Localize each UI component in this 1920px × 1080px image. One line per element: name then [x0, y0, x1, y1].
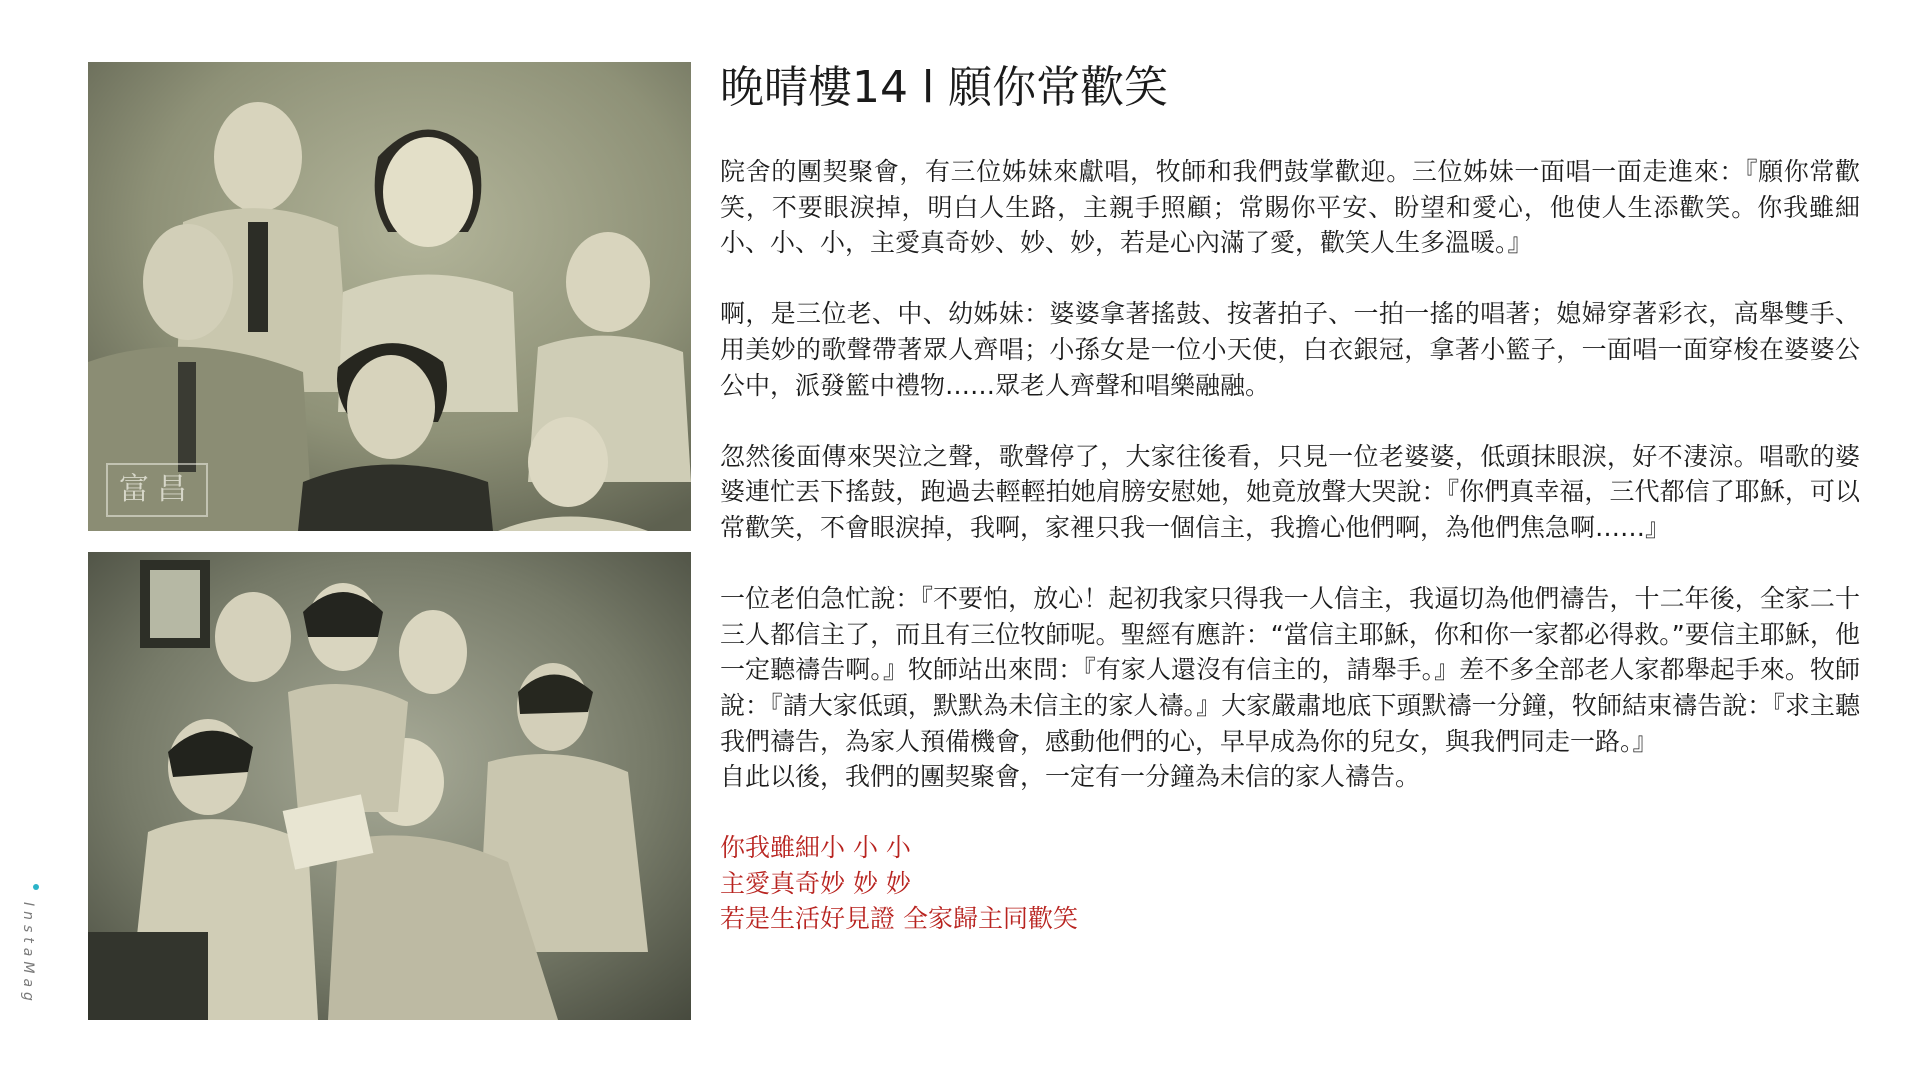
- article-title: 晚晴樓14 l 願你常歡笑: [720, 62, 1169, 113]
- brand-name: InstaMag: [20, 902, 36, 1006]
- family-portrait-photo: [88, 62, 691, 531]
- article-paragraph-3: 忽然後面傳來哭泣之聲，歌聲停了，大家往後看，只見一位老婆婆，低頭抹眼淚，好不淒涼。唱歌的婆婆連忙丟下搖鼓，跑過去輕輕拍她肩膀安慰她，她竟放聲大哭說：『你們真幸福，三代都信了耶穌，可以常歡笑，不會眼淚掉，我啊，家裡只我一個信主，我擔心他們啊，為他們焦急啊……』: [720, 441, 1860, 542]
- article-paragraph-4: 一位老伯急忙說：『不要怕，放心！起初我家只得我一人信主，我逼切為他們禱告，十二年後，全家二十三人都信主了，而且有三位牧師呢。聖經有應許：“當信主耶穌，你和你一家都必得救。”要信主耶穌，他一定聽禱告啊。』牧師站出來問：『有家人還沒有信主的，請舉手。』差不多全部老人家都舉起手來。牧師說：『請大家低頭，默默為未信主的家人禱。』大家嚴肅地底下頭默禱一分鐘，牧師結束禱告說：『求主聽我們禱告，為家人預備機會，感動他們的心，早早成為你的兒女，與我們同走一路。』: [720, 584, 1860, 756]
- studio-watermark: 富昌: [106, 463, 208, 517]
- paragraph-spacer: [720, 795, 1860, 831]
- article-paragraph-1: 院舍的團契聚會，有三位姊妹來獻唱，牧師和我們鼓掌歡迎。三位姊妹一面唱一面走進來：『願你常歡笑，不要眼淚掉，明白人生路，主親手照顧；常賜你平安、盼望和愛心，他使人生添歡笑。你我雖細小、小、小，主愛真奇妙、妙、妙，若是心內滿了愛，歡笑人生多溫暖。』: [720, 157, 1860, 258]
- article-paragraph-2: 啊，是三位老、中、幼姊妹：婆婆拿著搖鼓、按著拍子、一拍一搖的唱著；媳婦穿著彩衣，高舉雙手、用美妙的歌聲帶著眾人齊唱；小孫女是一位小天使，白衣銀冠，拿著小籃子，一面唱一面穿梭在婆婆公公中，派發籃中禮物……眾老人齊聲和唱樂融融。: [720, 299, 1860, 400]
- article-column: [720, 60, 1860, 1040]
- paragraph-spacer: [720, 546, 1860, 582]
- article-closing-line: 自此以後，我們的團契聚會，一定有一分鐘為未信的家人禱告。: [720, 762, 1421, 792]
- group-reading-photo: [88, 552, 691, 1020]
- family-portrait-illustration: [88, 62, 691, 531]
- instamag-brand: [20, 884, 44, 1034]
- verse-line-1: 你我雖細小 小 小: [720, 833, 911, 863]
- verse-line-3: 若是生活好見證 全家歸主同歡笑: [720, 904, 1078, 934]
- paragraph-spacer: [720, 403, 1860, 439]
- group-reading-illustration: [88, 552, 691, 1020]
- verse-line-2: 主愛真奇妙 妙 妙: [720, 868, 911, 898]
- paragraph-spacer: [720, 261, 1860, 297]
- brand-dot-icon: [33, 884, 39, 890]
